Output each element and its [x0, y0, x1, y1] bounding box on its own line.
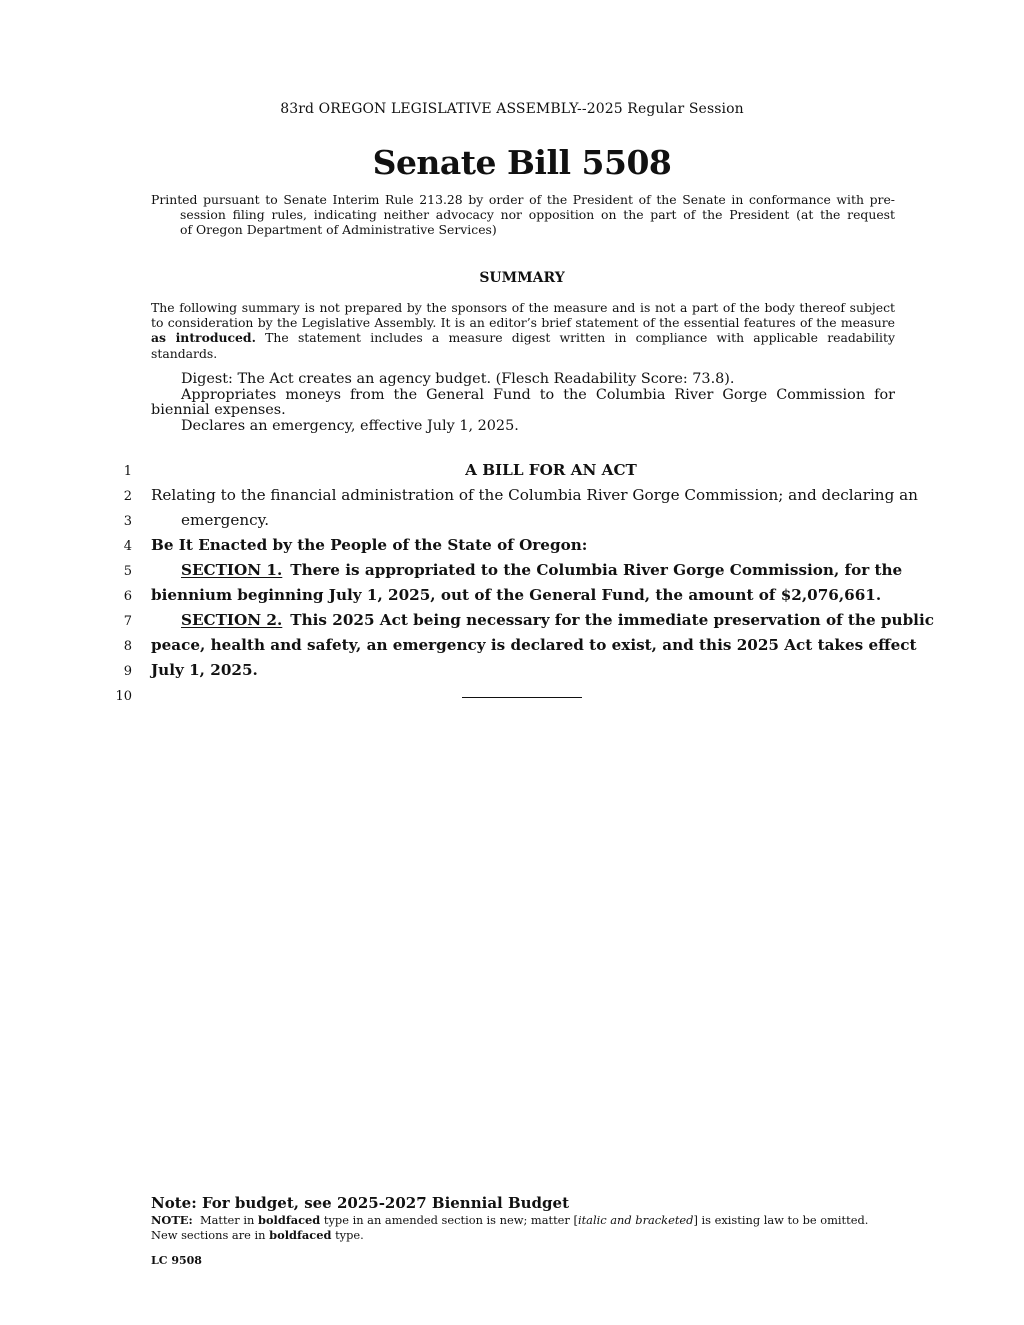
summary-text-2: The statement includes a measure digest written in compliance with applicable readability standards. [151, 330, 895, 361]
session-header: 83rd OREGON LEGISLATIVE ASSEMBLY--2025 Regular Session [280, 101, 744, 117]
bill-title: Senate Bill 5508 [372, 143, 672, 182]
line-number: 1 [123, 464, 132, 479]
summary-bold-text: as introduced. [151, 330, 256, 346]
section-1-line-1 [151, 561, 903, 579]
boldface-note [151, 1213, 911, 1243]
summary-text-1: The following summary is not prepared by the sponsors of the measure and is not a part of the body thereof subject to consideration by the Legislative Assembly. It is an editor’s brief statement of the essential features of the measure [151, 300, 895, 331]
line-number: 6 [123, 589, 132, 604]
end-rule [462, 697, 582, 698]
printed-pursuant-line-1: Printed pursuant to Senate Interim Rule 213.28 by order of the President of the Senate in conformance with pre- [151, 192, 895, 207]
note-italic: italic and bracketed [577, 1213, 694, 1227]
relating-clause-line-2: emergency. [181, 511, 270, 529]
boldface-note-line-1 [151, 1213, 911, 1228]
lc-number: LC 9508 [151, 1254, 202, 1267]
summary-heading: SUMMARY [479, 270, 565, 286]
enacting-clause: Be It Enacted by the People of the State of Oregon: [151, 536, 588, 554]
line-number: 10 [115, 689, 132, 704]
summary-paragraph [151, 300, 895, 361]
line-number: 5 [123, 564, 132, 579]
note-label: NOTE: [151, 1213, 193, 1227]
section-1-line-2: biennium beginning July 1, 2025, out of the General Fund, the amount of $2,076,661. [151, 586, 882, 604]
line-number: 7 [123, 614, 132, 629]
line-number: 3 [123, 514, 132, 529]
digest-line-3: biennial expenses. [151, 402, 286, 419]
relating-clause-line-1: Relating to the financial administration of the Columbia River Gorge Commission; and declaring an [151, 486, 918, 504]
boldface-note-line-2 [151, 1228, 911, 1243]
section-2-line-3: July 1, 2025. [151, 661, 258, 679]
printed-pursuant-note [151, 192, 895, 238]
printed-pursuant-line-3: of Oregon Department of Administrative Services) [180, 222, 497, 238]
section-2-line-2: peace, health and safety, an emergency is declared to exist, and this 2025 Act takes effect [151, 636, 917, 654]
printed-pursuant-line-2: session filing rules, indicating neither advocacy nor opposition on the part of the President (at the request [180, 207, 895, 223]
note-text: Matter in [199, 1213, 255, 1227]
section-2-label: SECTION 2. [181, 611, 283, 629]
section-2-text-1: This 2025 Act being necessary for the immediate preservation of the public [290, 611, 934, 629]
budget-note: Note: For budget, see 2025-2027 Biennial Budget [151, 1194, 569, 1212]
line-number: 8 [123, 639, 132, 654]
note-text: type. [335, 1228, 364, 1242]
digest-line-1: Digest: The Act creates an agency budget. (Flesch Readability Score: 73.8). [181, 371, 735, 387]
section-1-text-1: There is appropriated to the Columbia River Gorge Commission, for the [290, 561, 903, 579]
note-text: type in an amended section is new; matter [ [323, 1213, 578, 1227]
note-bold: boldfaced [257, 1213, 321, 1227]
section-2-line-1 [151, 611, 934, 629]
note-text: ] is existing law to be omitted. [693, 1213, 869, 1227]
digest [151, 372, 895, 434]
line-number: 9 [123, 664, 132, 679]
digest-line-4: Declares an emergency, effective July 1, 2025. [181, 417, 519, 434]
digest-line-2: Appropriates moneys from the General Fund to the Columbia River Gorge Commission for [181, 386, 895, 403]
note-text: New sections are in [151, 1228, 266, 1242]
line-number: 4 [123, 539, 132, 554]
section-1-label: SECTION 1. [181, 561, 283, 579]
note-bold: boldfaced [269, 1228, 332, 1242]
bill-heading: A BILL FOR AN ACT [465, 461, 637, 479]
line-number: 2 [123, 489, 132, 504]
